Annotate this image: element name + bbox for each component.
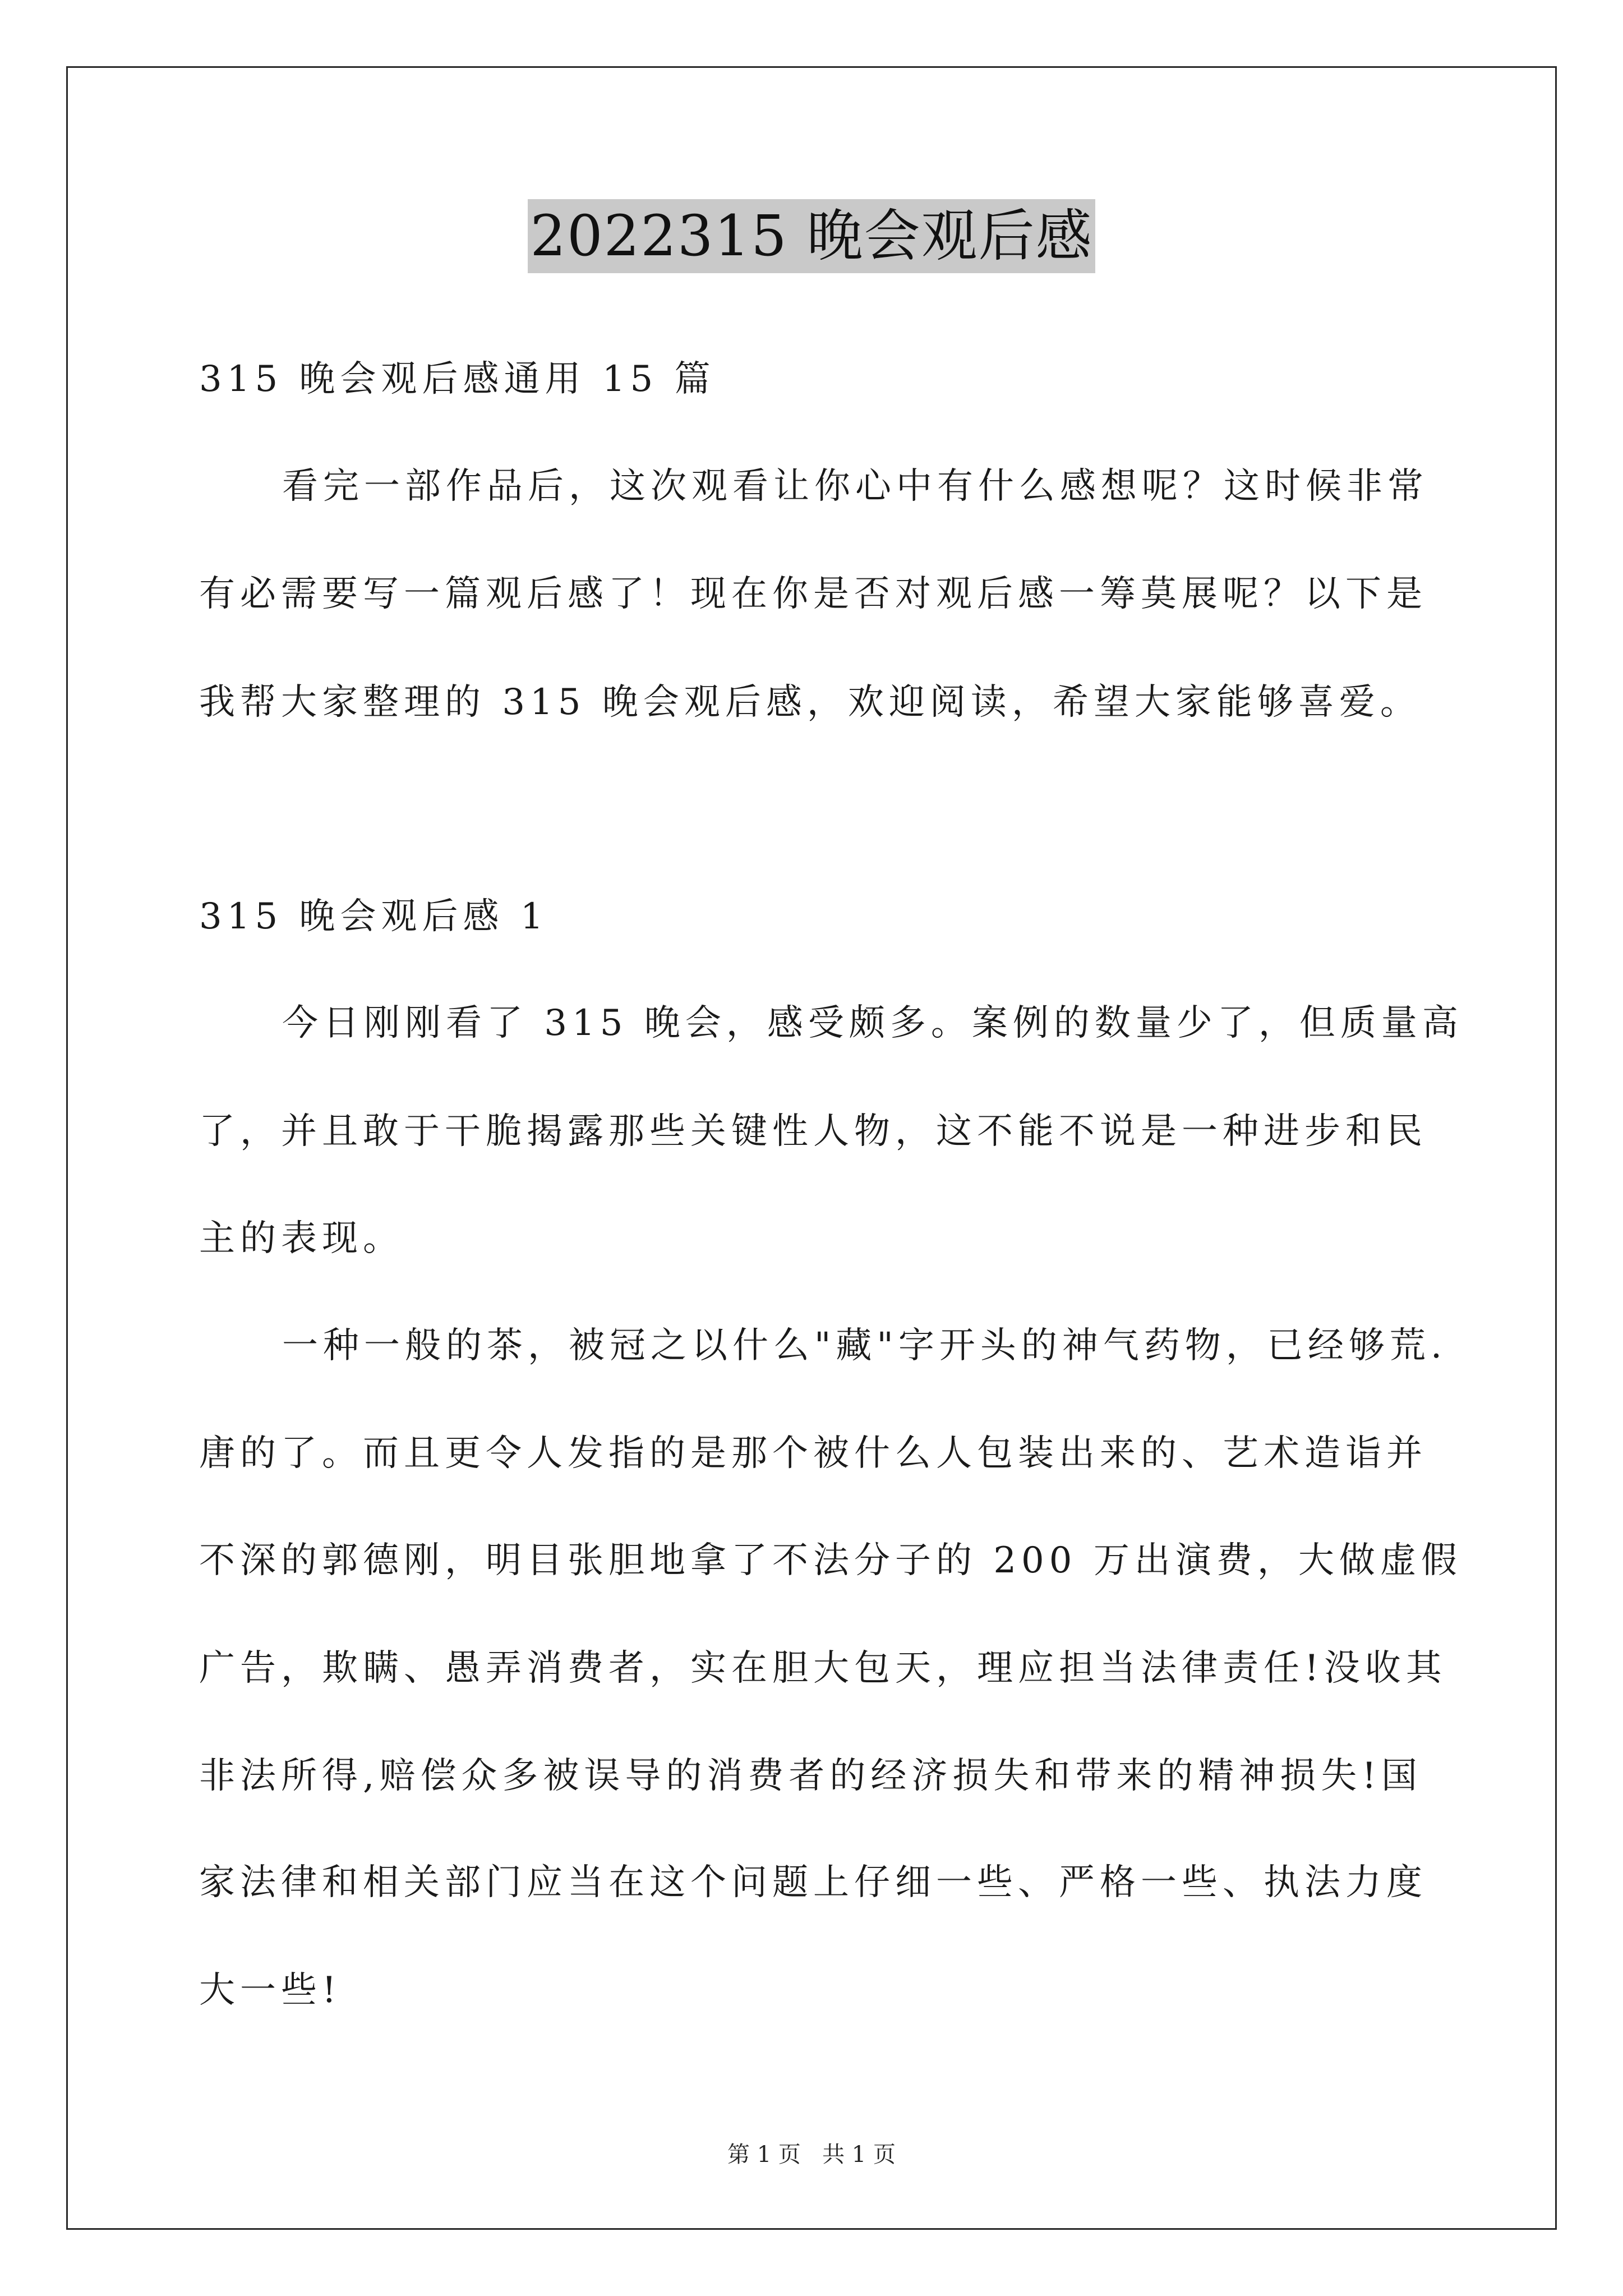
intro-line-3: 我帮大家整理的 315 晚会观后感，欢迎阅读，希望大家能够喜爱。 bbox=[199, 682, 1421, 723]
para2-line-1: 一种一般的茶，被冠之以什么"藏"字开头的神气药物，已经够荒. bbox=[282, 1325, 1447, 1366]
para2-line-7: 大一些! bbox=[199, 1970, 342, 2011]
intro-line-2: 有必需要写一篇观后感了！现在你是否对观后感一筹莫展呢？以下是 bbox=[199, 573, 1427, 615]
para2-line-6: 家法律和相关部门应当在这个问题上仔细一些、严格一些、执法力度 bbox=[199, 1862, 1427, 1903]
para2-line-2: 唐的了。而且更令人发指的是那个被什么人包装出来的、艺术造诣并 bbox=[199, 1433, 1427, 1474]
document-title: 2022315 晚会观后感 bbox=[528, 199, 1095, 273]
para2-line-4: 广告，欺瞒、愚弄消费者，实在胆大包天，理应担当法律责任!没收其 bbox=[199, 1648, 1447, 1689]
intro-line-1: 看完一部作品后，这次观看让你心中有什么感想呢？这时候非常 bbox=[282, 466, 1428, 507]
para1-line-2: 了，并且敢于干脆揭露那些关键性人物，这不能不说是一种进步和民 bbox=[199, 1111, 1427, 1152]
page-footer: 第 1 页 共 1 页 bbox=[727, 2142, 896, 2168]
title-container bbox=[0, 199, 1623, 273]
para2-line-5: 非法所得,赔偿众多被误导的消费者的经济损失和带来的精神损失!国 bbox=[199, 1755, 1423, 1797]
para2-line-3: 不深的郭德刚，明目张胆地拿了不法分子的 200 万出演费，大做虚假 bbox=[199, 1540, 1462, 1581]
para1-line-1: 今日刚刚看了 315 晚会，感受颇多。案例的数量少了，但质量高 bbox=[282, 1002, 1463, 1044]
section-heading: 315 晚会观后感 1 bbox=[199, 896, 548, 937]
subtitle: 315 晚会观后感通用 15 篇 bbox=[199, 358, 716, 400]
para1-line-3: 主的表现。 bbox=[199, 1218, 404, 1259]
